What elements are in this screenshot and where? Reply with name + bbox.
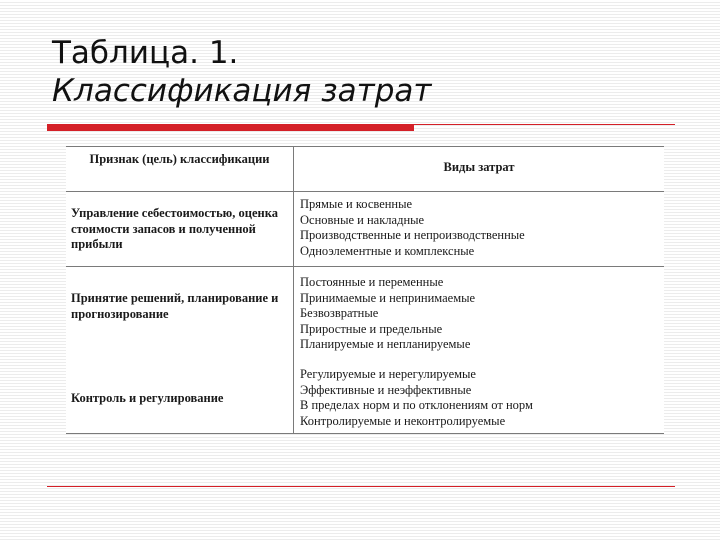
row-1-cost-types (300, 197, 660, 259)
cost-type-item: Прямые и косвенные (300, 197, 413, 211)
row-divider (66, 266, 664, 267)
title-accent-bar (47, 124, 414, 131)
row-divider (66, 191, 664, 192)
title-line-1: Таблица. 1. (52, 35, 239, 71)
table-border-top (66, 146, 664, 147)
row-2-criterion: Принятие решений, планирование и прогнозирование (71, 291, 279, 321)
header-cost-types: Виды затрат (443, 160, 515, 174)
cost-type-item: Принимаемые и непринимаемые (300, 290, 476, 305)
cost-type-item: Основные и накладные (300, 212, 425, 227)
column-divider (293, 146, 294, 434)
cost-classification-table (66, 146, 664, 434)
row-3-criterion: Контроль и регулирование (71, 391, 224, 405)
cost-type-item: Безвозвратные (300, 306, 379, 320)
row-1-criterion: Управление себестоимостью, оценка стоимости запасов и полученной прибыли (71, 206, 278, 251)
cost-type-item: Контролируемые и неконтролируемые (300, 413, 506, 428)
cost-type-item: Эффективные и неэффективные (300, 382, 472, 397)
cost-type-item: Регулируемые и нерегулируемые (300, 367, 476, 381)
title-divider (47, 124, 675, 125)
title-line-2: Классификация затрат (52, 73, 432, 109)
bottom-divider (47, 486, 675, 487)
cost-type-item: Постоянные и переменные (300, 275, 444, 289)
row-2-cost-types (300, 275, 660, 353)
cost-type-item: Приростные и предельные (300, 321, 443, 336)
slide-title (52, 34, 431, 110)
cost-type-item: Планируемые и непланируемые (300, 337, 471, 351)
cost-type-item: В пределах норм и по отклонениям от норм (300, 398, 533, 412)
table-border-bottom (66, 433, 664, 434)
cost-type-item: Одноэлементные и комплексные (300, 243, 475, 258)
row-3-cost-types (300, 367, 660, 429)
header-criterion: Признак (цель) классификации (89, 152, 270, 166)
cost-type-item: Производственные и непроизводственные (300, 228, 525, 242)
